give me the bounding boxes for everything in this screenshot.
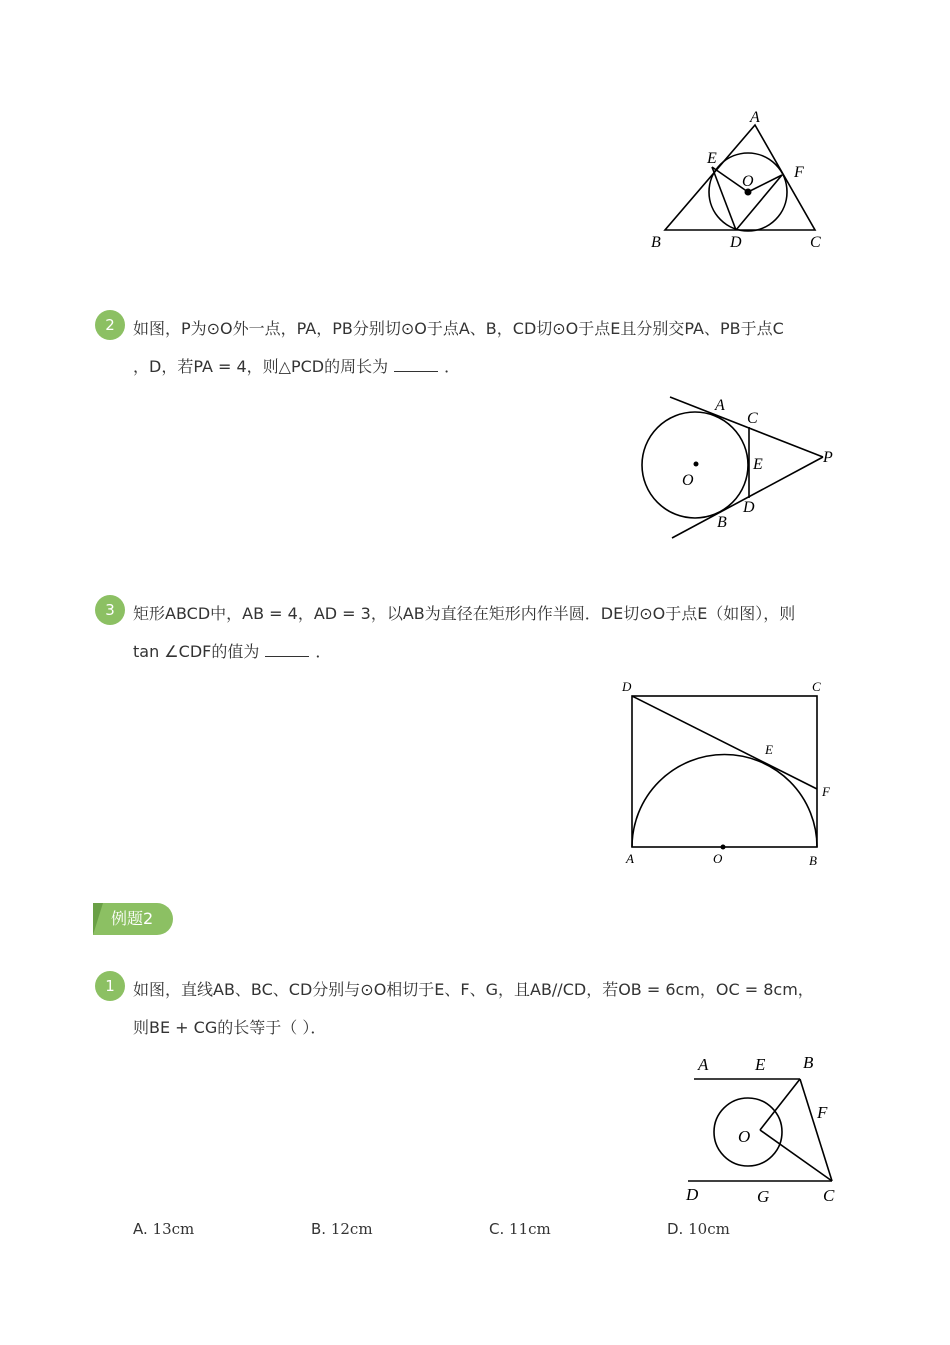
label-f: F [822,784,830,799]
option-letter: B. [311,1220,327,1238]
question-2-text-line1: 如图，P为⊙O外一点，PA，PB分别切⊙O于点A、B，CD切⊙O于点E且分别交PA、PB于点C [133,319,784,338]
center-point-o [721,845,726,850]
question-number-badge: 3 [95,595,125,625]
label-b: B [803,1053,814,1072]
option-value: 11cm [509,1220,551,1238]
label-o: O [713,851,723,866]
question-2-text-before-blank: ，D，若PA = 4，则△PCD的周长为 [133,357,389,376]
center-point-o [694,462,699,467]
figure-circle-tangents [635,385,845,545]
option-value: 12cm [330,1220,373,1238]
line-bc [800,1079,832,1181]
tangent-pa [670,397,823,457]
question-number-badge: 2 [95,310,125,340]
example-1-text-line1: 如图，直线AB、BC、CD分别与⊙O相切于E、F、G，且AB//CD，若OB = 6cm，OC = 8cm， [133,980,814,999]
option-value: 10cm [688,1220,730,1238]
label-o: O [742,173,754,190]
segment-oc [760,1130,832,1181]
label-e: E [755,1055,766,1074]
label-o: O [738,1127,751,1146]
question-3-text-line1: 矩形ABCD中，AB = 4，AD = 3，以AB为直径在矩形内作半圆．DE切⊙O于点E（如图），则 [133,604,796,623]
label-d: D [686,1185,699,1204]
triangle-abc [665,125,815,230]
option-d[interactable] [667,1220,730,1238]
label-c: C [823,1186,835,1205]
label-d: D [743,499,755,516]
section-title-tab: 例题2 [93,903,173,935]
question-3-text-before-blank: tan ∠CDF的值为 [133,642,260,661]
label-g: G [757,1187,770,1206]
question-number-badge: 1 [95,971,125,1001]
question-3-text-after-blank: ． [315,642,332,661]
label-e: E [707,150,717,167]
label-b: B [717,514,727,531]
figure-triangle-incircle [645,100,835,260]
question-2-text-line2 [133,348,460,386]
label-b: B [809,853,817,868]
label-p: P [823,449,833,466]
label-c: C [810,234,821,251]
label-d: D [622,679,632,694]
option-letter: C. [489,1220,505,1238]
example-1-text-line2: 则BE + CG的长等于（ ）． [133,1018,327,1037]
label-e: E [765,742,773,757]
option-a[interactable] [133,1220,194,1238]
label-d: D [730,234,742,251]
label-f: F [794,164,804,181]
label-a: A [715,397,725,414]
option-b[interactable] [311,1220,373,1238]
rectangle-abcd [632,696,817,847]
label-e: E [753,456,763,473]
figure-parallel-tangents [680,1045,845,1210]
label-a: A [626,851,634,866]
label-c: C [812,679,821,694]
tangent-de [632,696,817,789]
semicircle-o [632,755,817,848]
label-f: F [817,1103,828,1122]
answer-blank [265,642,309,657]
label-a: A [750,109,760,126]
question-3-text-line2 [133,633,331,671]
option-c[interactable] [489,1220,551,1238]
label-o: O [682,472,694,489]
option-value: 13cm [152,1220,195,1238]
label-b: B [651,234,661,251]
label-a: A [698,1055,709,1074]
option-letter: D. [667,1220,684,1238]
question-2-text-after-blank: ． [444,357,461,376]
answer-blank [394,357,438,372]
figure-rectangle-semicircle [618,675,843,870]
option-letter: A. [133,1220,148,1238]
label-c: C [747,410,758,427]
